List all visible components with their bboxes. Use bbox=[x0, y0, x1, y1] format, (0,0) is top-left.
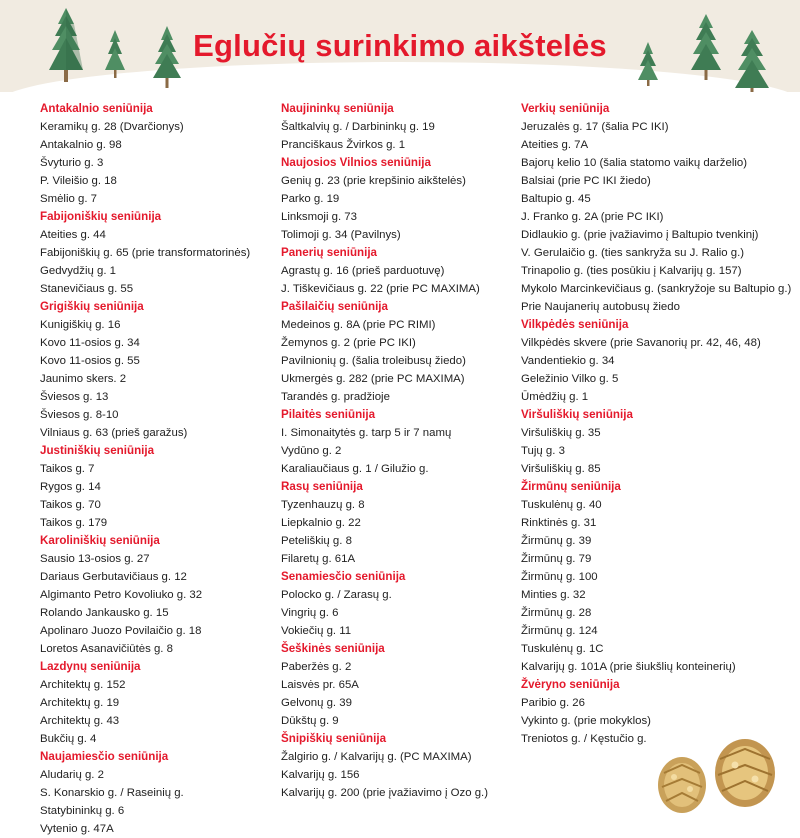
collection-point-address: Žirmūnų g. 39 bbox=[521, 535, 592, 547]
collection-point-address: S. Konarskio g. / Raseinių g. bbox=[40, 787, 184, 799]
district-section bbox=[281, 568, 513, 640]
district-title: Lazdynų seniūnija bbox=[40, 660, 141, 673]
collection-point-address: Statybininkų g. 6 bbox=[40, 805, 125, 817]
collection-point-address: Paribio g. 26 bbox=[521, 697, 585, 709]
collection-point-address: Tujų g. 3 bbox=[521, 445, 565, 457]
collection-point-address: Taikos g. 70 bbox=[40, 499, 101, 511]
collection-point-address: Šaltkalvių g. / Darbininkų g. 19 bbox=[281, 121, 435, 133]
collection-point-address: Antakalnio g. 98 bbox=[40, 139, 122, 151]
collection-point-address: Treniotos g. / Kęstučio g. bbox=[521, 733, 647, 745]
collection-point-address: Architektų g. 43 bbox=[40, 715, 120, 727]
collection-point-address: Prie Naujanerių autobusų žiedo bbox=[521, 301, 680, 313]
collection-point-address: Genių g. 23 (prie krepšinio aikštelės) bbox=[281, 175, 466, 187]
district-section bbox=[281, 478, 513, 568]
collection-point-address: Gelvonų g. 39 bbox=[281, 697, 352, 709]
collection-point-address: Žirmūnų g. 124 bbox=[521, 625, 598, 637]
collection-point-address: Bajorų kelio 10 (šalia statomo vaikų darželio) bbox=[521, 157, 748, 169]
district-section bbox=[40, 658, 270, 748]
collection-point-address: Vilkpėdės skvere (prie Savanorių pr. 42, 46, 48) bbox=[521, 337, 761, 349]
collection-point-address: Medeinos g. 8A (prie PC RIMI) bbox=[281, 319, 436, 331]
collection-point-address: Tyzenhauzų g. 8 bbox=[281, 499, 365, 511]
collection-point-address: Vokiečių g. 11 bbox=[281, 625, 352, 637]
district-title: Šeškinės seniūnija bbox=[281, 642, 385, 655]
district-title: Verkių seniūnija bbox=[521, 102, 610, 115]
collection-point-address: Filaretų g. 61A bbox=[281, 553, 356, 565]
header-banner bbox=[0, 0, 800, 92]
collection-point-address: Jeruzalės g. 17 (šalia PC IKI) bbox=[521, 121, 669, 133]
district-section bbox=[281, 298, 513, 406]
collection-point-address: I. Simonaitytės g. tarp 5 ir 7 namų bbox=[281, 427, 452, 439]
district-section bbox=[40, 208, 270, 298]
collection-point-address: Balsiai (prie PC IKI žiedo) bbox=[521, 175, 651, 187]
district-section bbox=[281, 154, 513, 244]
collection-point-address: Tolimoji g. 34 (Pavilnys) bbox=[281, 229, 401, 241]
collection-point-address: Peteliškių g. 8 bbox=[281, 535, 352, 547]
collection-point-address: Jaunimo skers. 2 bbox=[40, 373, 127, 385]
collection-point-address: Vilniaus g. 63 (prieš garažus) bbox=[40, 427, 188, 439]
column-3 bbox=[521, 100, 792, 748]
collection-point-address: Rinktinės g. 31 bbox=[521, 517, 597, 529]
collection-point-address: Loretos Asanavičiūtės g. 8 bbox=[40, 643, 173, 655]
collection-point-address: Žemynos g. 2 (prie PC IKI) bbox=[281, 337, 416, 349]
collection-point-address: Aludarių g. 2 bbox=[40, 769, 104, 781]
collection-point-address: Baltupio g. 45 bbox=[521, 193, 591, 205]
collection-point-address: Ūmėdžių g. 1 bbox=[521, 391, 589, 403]
collection-point-address: Agrastų g. 16 (prieš parduotuvę) bbox=[281, 265, 445, 277]
collection-point-address: Trinapolio g. (ties posūkiu į Kalvarijų g. 157) bbox=[521, 265, 742, 277]
district-section bbox=[40, 532, 270, 658]
collection-point-address: Žirmūnų g. 100 bbox=[521, 571, 598, 583]
collection-point-address: Geležinio Vilko g. 5 bbox=[521, 373, 619, 385]
collection-point-address: Rolando Jankausko g. 15 bbox=[40, 607, 169, 619]
district-title: Senamiesčio seniūnija bbox=[281, 570, 406, 583]
collection-point-address: Viršuliškių g. 35 bbox=[521, 427, 601, 439]
district-title: Žvėryno seniūnija bbox=[521, 678, 620, 691]
collection-point-address: Kalvarijų g. 101A (prie šiukšlių konteinerių) bbox=[521, 661, 736, 673]
district-section bbox=[521, 100, 792, 316]
collection-point-address: Karaliaučiaus g. 1 / Gilužio g. bbox=[281, 463, 429, 475]
collection-point-address: J. Tiškevičiaus g. 22 (prie PC MAXIMA) bbox=[281, 283, 480, 295]
district-title: Fabijoniškių seniūnija bbox=[40, 210, 162, 223]
district-title: Karoliniškių seniūnija bbox=[40, 534, 160, 547]
collection-point-address: V. Gerulaičio g. (ties sankryža su J. Ralio g.) bbox=[521, 247, 745, 259]
pinecones-decoration bbox=[640, 725, 800, 836]
collection-point-address: J. Franko g. 2A (prie PC IKI) bbox=[521, 211, 664, 223]
collection-point-address: Šviesos g. 13 bbox=[40, 391, 109, 403]
district-title: Viršuliškių seniūnija bbox=[521, 408, 633, 421]
collection-point-address: Vandentiekio g. 34 bbox=[521, 355, 615, 367]
collection-point-address: Minties g. 32 bbox=[521, 589, 586, 601]
district-title: Justiniškių seniūnija bbox=[40, 444, 155, 457]
district-title: Vilkpėdės seniūnija bbox=[521, 318, 629, 331]
collection-point-address: Vydūno g. 2 bbox=[281, 445, 342, 457]
collection-point-address: Apolinaro Juozo Povilaičio g. 18 bbox=[40, 625, 202, 637]
column-1 bbox=[40, 100, 270, 838]
collection-point-address: Viršuliškių g. 85 bbox=[521, 463, 601, 475]
pinecone-icon bbox=[658, 757, 706, 813]
collection-point-address: Kovo 11-osios g. 55 bbox=[40, 355, 140, 367]
collection-point-address: Stanevičiaus g. 55 bbox=[40, 283, 134, 295]
district-title: Rasų seniūnija bbox=[281, 480, 363, 493]
collection-point-address: Žalgirio g. / Kalvarijų g. (PC MAXIMA) bbox=[281, 751, 472, 763]
collection-point-address: Sausio 13-osios g. 27 bbox=[40, 553, 150, 565]
district-section bbox=[40, 100, 270, 208]
district-title: Naujamiesčio seniūnija bbox=[40, 750, 169, 763]
collection-point-address: Vingrių g. 6 bbox=[281, 607, 339, 619]
district-title: Žirmūnų seniūnija bbox=[521, 480, 621, 493]
collection-point-address: Architektų g. 152 bbox=[40, 679, 126, 691]
collection-point-address: Polocko g. / Zarasų g. bbox=[281, 589, 392, 601]
collection-point-address: Vytenio g. 47A bbox=[40, 823, 114, 835]
collection-point-address: Liepkalnio g. 22 bbox=[281, 517, 361, 529]
page-title: Eglučių surinkimo aikštelės bbox=[193, 28, 607, 63]
collection-point-address: Šviesos g. 8-10 bbox=[40, 409, 119, 421]
collection-point-address: Žirmūnų g. 79 bbox=[521, 553, 592, 565]
district-section bbox=[281, 730, 513, 802]
district-title: Pašilaičių seniūnija bbox=[281, 300, 388, 313]
collection-point-address: P. Vileišio g. 18 bbox=[40, 175, 117, 187]
collection-point-address: Tuskulėnų g. 40 bbox=[521, 499, 602, 511]
district-section bbox=[281, 244, 513, 298]
column-2 bbox=[281, 100, 513, 802]
collection-point-address: Linksmoji g. 73 bbox=[281, 211, 357, 223]
district-title: Panerių seniūnija bbox=[281, 246, 377, 259]
collection-point-address: Tarandės g. pradžioje bbox=[281, 391, 390, 403]
collection-point-address: Dariaus Gerbutavičiaus g. 12 bbox=[40, 571, 187, 583]
collection-point-address: Žirmūnų g. 28 bbox=[521, 607, 592, 619]
collection-point-address: Smėlio g. 7 bbox=[40, 193, 97, 205]
district-section bbox=[521, 406, 786, 478]
collection-point-address: Laisvės pr. 65A bbox=[281, 679, 359, 691]
district-section bbox=[40, 298, 270, 442]
district-section bbox=[281, 406, 513, 478]
district-title: Grigiškių seniūnija bbox=[40, 300, 144, 313]
collection-point-address: Keramikų g. 28 (Dvarčionys) bbox=[40, 121, 184, 133]
collection-point-address: Ukmergės g. 282 (prie PC MAXIMA) bbox=[281, 373, 465, 385]
district-section bbox=[40, 442, 270, 532]
district-section bbox=[521, 478, 786, 676]
district-section bbox=[281, 100, 513, 154]
collection-point-address: Kalvarijų g. 156 bbox=[281, 769, 360, 781]
collection-point-address: Švyturio g. 3 bbox=[40, 157, 104, 169]
collection-point-address: Pranciškaus Žvirkos g. 1 bbox=[281, 139, 406, 151]
collection-point-address: Didlaukio g. (prie įvažiavimo į Baltupio tvenkinį) bbox=[521, 229, 759, 241]
collection-point-address: Architektų g. 19 bbox=[40, 697, 120, 709]
district-title: Šnipiškių seniūnija bbox=[281, 732, 387, 745]
collection-point-address: Algimanto Petro Kovoliuko g. 32 bbox=[40, 589, 203, 601]
collection-point-address: Gedvydžių g. 1 bbox=[40, 265, 116, 277]
district-title: Naujosios Vilnios seniūnija bbox=[281, 156, 431, 169]
collection-point-address: Taikos g. 7 bbox=[40, 463, 95, 475]
district-section bbox=[521, 316, 786, 406]
collection-point-address: Kalvarijų g. 200 (prie įvažiavimo į Ozo g.) bbox=[281, 787, 489, 799]
collection-point-address: Vykinto g. (prie mokyklos) bbox=[521, 715, 651, 727]
collection-point-address: Mykolo Marcinkevičiaus g. (sankryžoje su Baltupio g.) bbox=[521, 283, 792, 295]
district-section bbox=[281, 640, 513, 730]
collection-point-address: Paberžės g. 2 bbox=[281, 661, 352, 673]
collection-point-address: Rygos g. 14 bbox=[40, 481, 101, 493]
collection-point-address: Parko g. 19 bbox=[281, 193, 340, 205]
district-title: Antakalnio seniūnija bbox=[40, 102, 153, 115]
collection-point-address: Bukčių g. 4 bbox=[40, 733, 97, 745]
collection-point-address: Fabijoniškių g. 65 (prie transformatorinės) bbox=[40, 247, 251, 259]
collection-point-address: Ateities g. 7A bbox=[521, 139, 589, 151]
district-title: Naujininkų seniūnija bbox=[281, 102, 394, 115]
district-title: Pilaitės seniūnija bbox=[281, 408, 376, 421]
collection-point-address: Kovo 11-osios g. 34 bbox=[40, 337, 140, 349]
district-section bbox=[40, 748, 270, 838]
collection-point-address: Taikos g. 179 bbox=[40, 517, 108, 529]
collection-point-address: Ateities g. 44 bbox=[40, 229, 106, 241]
collection-point-address: Kunigiškių g. 16 bbox=[40, 319, 121, 331]
collection-point-address: Pavilnionių g. (šalia troleibusų žiedo) bbox=[281, 355, 466, 367]
pinecone-icon bbox=[715, 739, 775, 807]
collection-point-address: Dūkštų g. 9 bbox=[281, 715, 339, 727]
collection-point-address: Tuskulėnų g. 1C bbox=[521, 643, 604, 655]
